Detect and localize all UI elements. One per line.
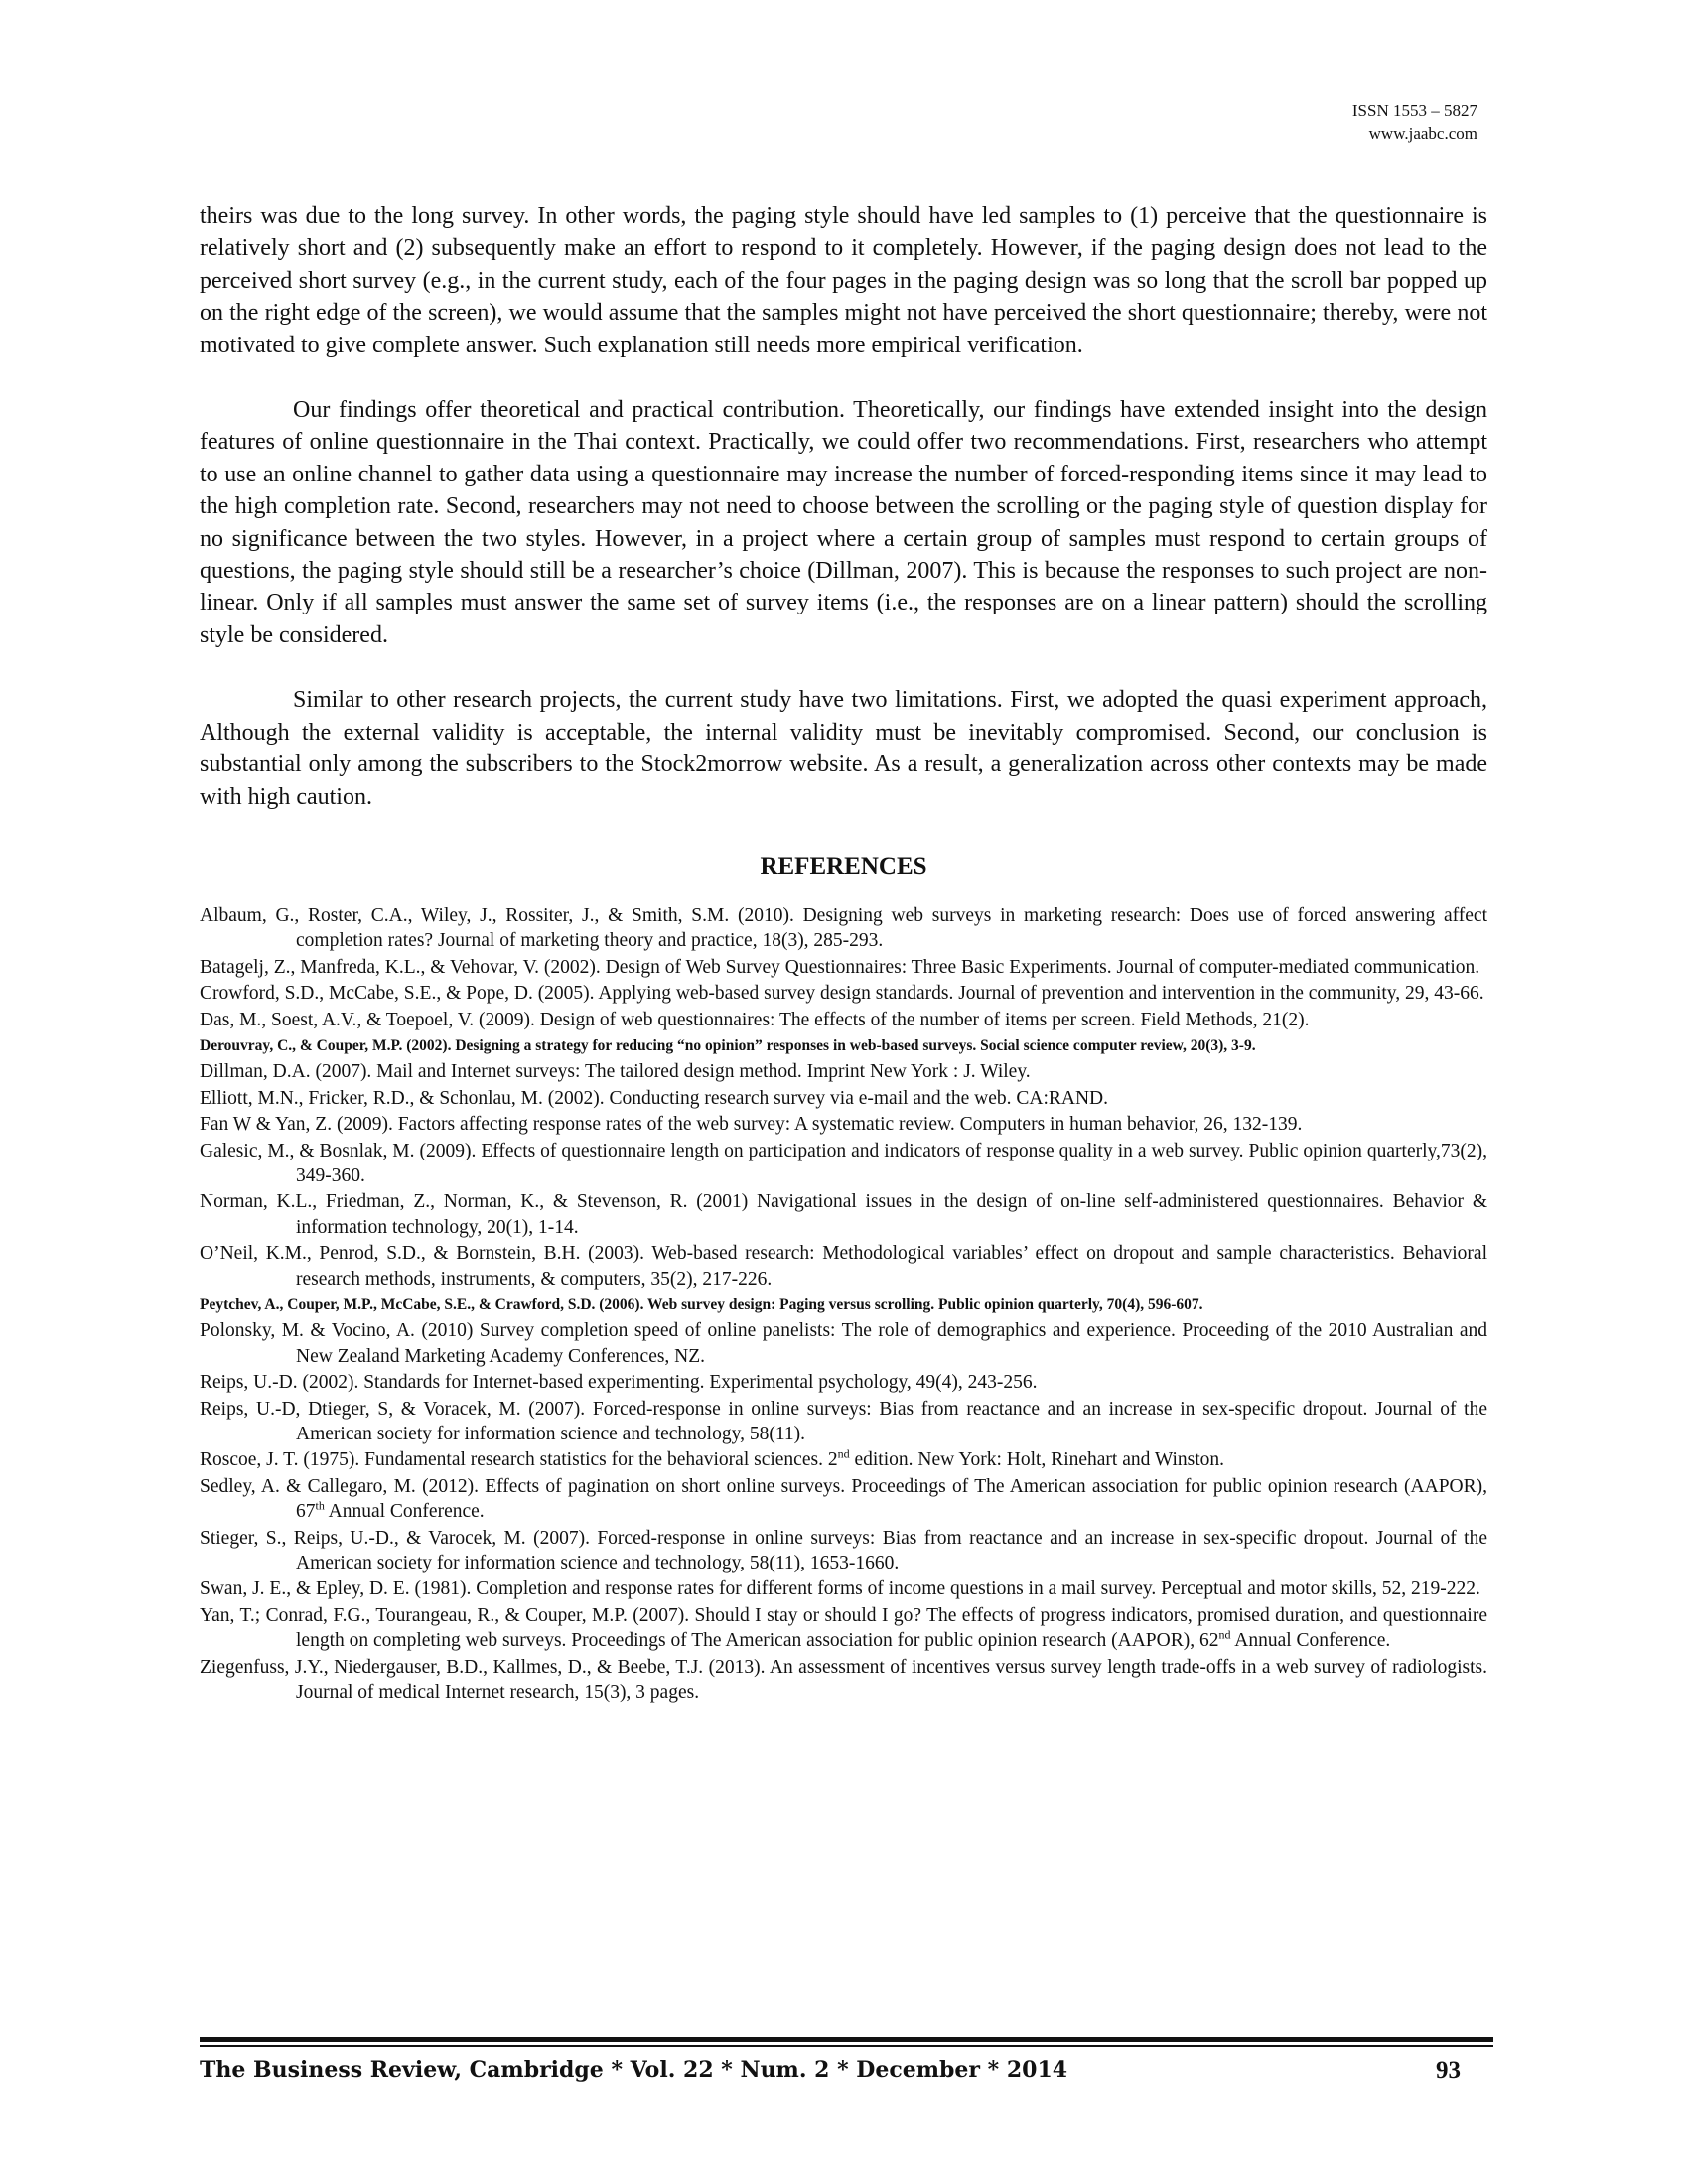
page-header [1352,99,1477,145]
reference-item: Fan W & Yan, Z. (2009). Factors affecting response rates of the web survey: A systematic review. Computers in human behavior, 26, 132-139. [200,1114,1303,1136]
reference-item: Polonsky, M. & Vocino, A. (2010) Survey completion speed of online panelists: The role of demographics and experience. Proceeding of the 2010 Australian and New Zealand Marketing Academy Conferences, NZ. [200,1320,1487,1367]
reference-item: Reips, U.-D. (2002). Standards for Internet-based experimenting. Experimental psychology, 49(4), 243-256. [200,1372,1038,1394]
reference-item: Reips, U.-D, Dtieger, S, & Voracek, M. (2007). Forced-response in online surveys: Bias from reactance and an increase in sex-specific dropout. Journal of the American society for information science and technology, 58(11). [200,1398,1487,1445]
reference-text: Roscoe, J. T. (1975). Fundamental research statistics for the behavioral sciences. 2 [200,1449,838,1471]
reference-item-roscoe [200,1447,1487,1472]
ordinal-superscript: nd [1218,1627,1231,1642]
reference-item: Peytchev, A., Couper, M.P., McCabe, S.E., & Crawford, S.D. (2006). Web survey design: Paging versus scrolling. Public opinion quarterly, 70(4), 596-607. [200,1297,1203,1313]
references-list [200,903,1487,1706]
reference-text: Yan, T.; Conrad, F.G., Tourangeau, R., & Couper, M.P. (2007). Should I stay or should I go? The effects of progress indicators, promised duration, and questionnaire length on completing web surveys. Proceedings of The American association for public opinion research (AAPOR), 62 [200,1604,1487,1652]
footer-rule-thick [200,2037,1493,2042]
reference-text: Sedley, A. & Callegaro, M. (2012). Effects of pagination on short online surveys. Proceedings of The American association for public opinion research (AAPOR), 67 [200,1475,1487,1523]
reference-item-sedley [200,1474,1487,1525]
reference-item: O’Neil, K.M., Penrod, S.D., & Bornstein, B.H. (2003). Web-based research: Methodological variables’ effect on dropout and sample characteristics. Behavioral research methods, instruments, & computers, 35(2), 217-226. [200,1243,1487,1290]
reference-item: Stieger, S., Reips, U.-D., & Varocek, M. (2007). Forced-response in online surveys: Bias from reactance and an increase in sex-specific dropout. Journal of the American society for information science and technology, 58(11), 1653-1660. [200,1527,1487,1574]
paragraph-continuation: theirs was due to the long survey. In other words, the paging style should have led samples to (1) perceive that the questionnaire is relatively short and (2) subsequently make an effort to respond to it completely. However, if the paging design does not lead to the perceived short survey (e.g., in the current study, each of the four pages in the paging design was so long that the scroll bar popped up on the right edge of the screen), we would assume that the samples might not have perceived the short questionnaire; thereby, were not motivated to give complete answer. Such explanation still needs more empirical verification. [200,204,1487,358]
reference-item: Ziegenfuss, J.Y., Niedergauser, B.D., Kallmes, D., & Beebe, T.J. (2013). An assessment of incentives versus survey length trade-offs in a web survey of radiologists. Journal of medical Internet research, 15(3), 3 pages. [200,1656,1487,1704]
main-content [200,201,1487,1706]
reference-item: Batagelj, Z., Manfreda, K.L., & Vehovar, V. (2002). Design of Web Survey Questionnaires: Three Basic Experiments. Journal of computer-mediated communication. [200,956,1480,978]
reference-item: Albaum, G., Roster, C.A., Wiley, J., Rossiter, J., & Smith, S.M. (2010). Designing web surveys in marketing research: Does use of forced answering affect completion rates? Journal of marketing theory and practice, 18(3), 285-293. [200,904,1487,952]
website: www.jaabc.com [1368,124,1477,143]
paragraph-limitations: Similar to other research projects, the current study have two limitations. First, we adopted the quasi experiment approach, Although the external validity is acceptable, the internal validity must be inevitably compromised. Second, our conclusion is substantial only among the subscribers to the Stock2morrow website. As a result, a generalization across other contexts may be made with high caution. [200,687,1487,810]
reference-text: edition. New York: Holt, Rinehart and Winston. [849,1449,1225,1471]
ordinal-superscript: nd [837,1446,850,1461]
footer-divider [200,2037,1493,2047]
footer-rule-thin [200,2045,1493,2047]
reference-item-yan [200,1603,1487,1654]
page-number: 93 [1436,2057,1461,2084]
ordinal-superscript: th [315,1498,325,1513]
reference-text: Annual Conference. [1230,1630,1391,1652]
reference-item: Das, M., Soest, A.V., & Toepoel, V. (2009). Design of web questionnaires: The effects of the number of items per screen. Field Methods, 21(2). [200,1009,1310,1030]
reference-item: Crowford, S.D., McCabe, S.E., & Pope, D. (2005). Applying web-based survey design standards. Journal of prevention and intervention in the community, 29, 43-66. [200,983,1484,1005]
journal-citation: The Business Review, Cambridge * Vol. 22 * Num. 2 * December * 2014 [200,2057,1068,2083]
reference-item: Elliott, M.N., Fricker, R.D., & Schonlau, M. (2002). Conducting research survey via e-mail and the web. CA:RAND. [200,1087,1109,1109]
reference-text: Annual Conference. [324,1501,485,1523]
reference-item: Galesic, M., & Bosnlak, M. (2009). Effects of questionnaire length on participation and indicators of response quality in a web survey. Public opinion quarterly,73(2), 349-360. [200,1140,1487,1186]
reference-item: Swan, J. E., & Epley, D. E. (1981). Completion and response rates for different forms of income questions in a mail survey. Perceptual and motor skills, 52, 219-222. [200,1578,1480,1600]
issn: ISSN 1553 – 5827 [1351,101,1477,120]
reference-item: Norman, K.L., Friedman, Z., Norman, K., & Stevenson, R. (2001) Navigational issues in the design of on-line self-administered questionnaires. Behavior & information technology, 20(1), 1-14. [200,1191,1487,1238]
paragraph-contribution: Our findings offer theoretical and practical contribution. Theoretically, our findings have extended insight into the design features of online questionnaire in the Thai context. Practically, we could offer two recommendations. First, researchers who attempt to use an online channel to gather data using a questionnaire may increase the number of forced-responding items since it may lead to the high completion rate. Second, researchers may not need to choose between the scrolling or the paging style of question display for no significance between the two styles. However, in a project where a certain group of samples must respond to certain groups of questions, the paging style should still be a researcher’s choice (Dillman, 2007). This is because the responses to such project are non-linear. Only if all samples must answer the same set of survey items (i.e., the responses are on a linear pattern) should the scrolling style be considered. [200,397,1487,648]
reference-item: Dillman, D.A. (2007). Mail and Internet surveys: The tailored design method. Imprint New York : J. Wiley. [200,1061,1031,1083]
reference-item: Derouvray, C., & Couper, M.P. (2002). Designing a strategy for reducing “no opinion” responses in web-based surveys. Social science computer review, 20(3), 3-9. [200,1036,1256,1054]
references-heading: REFERENCES [760,852,927,880]
